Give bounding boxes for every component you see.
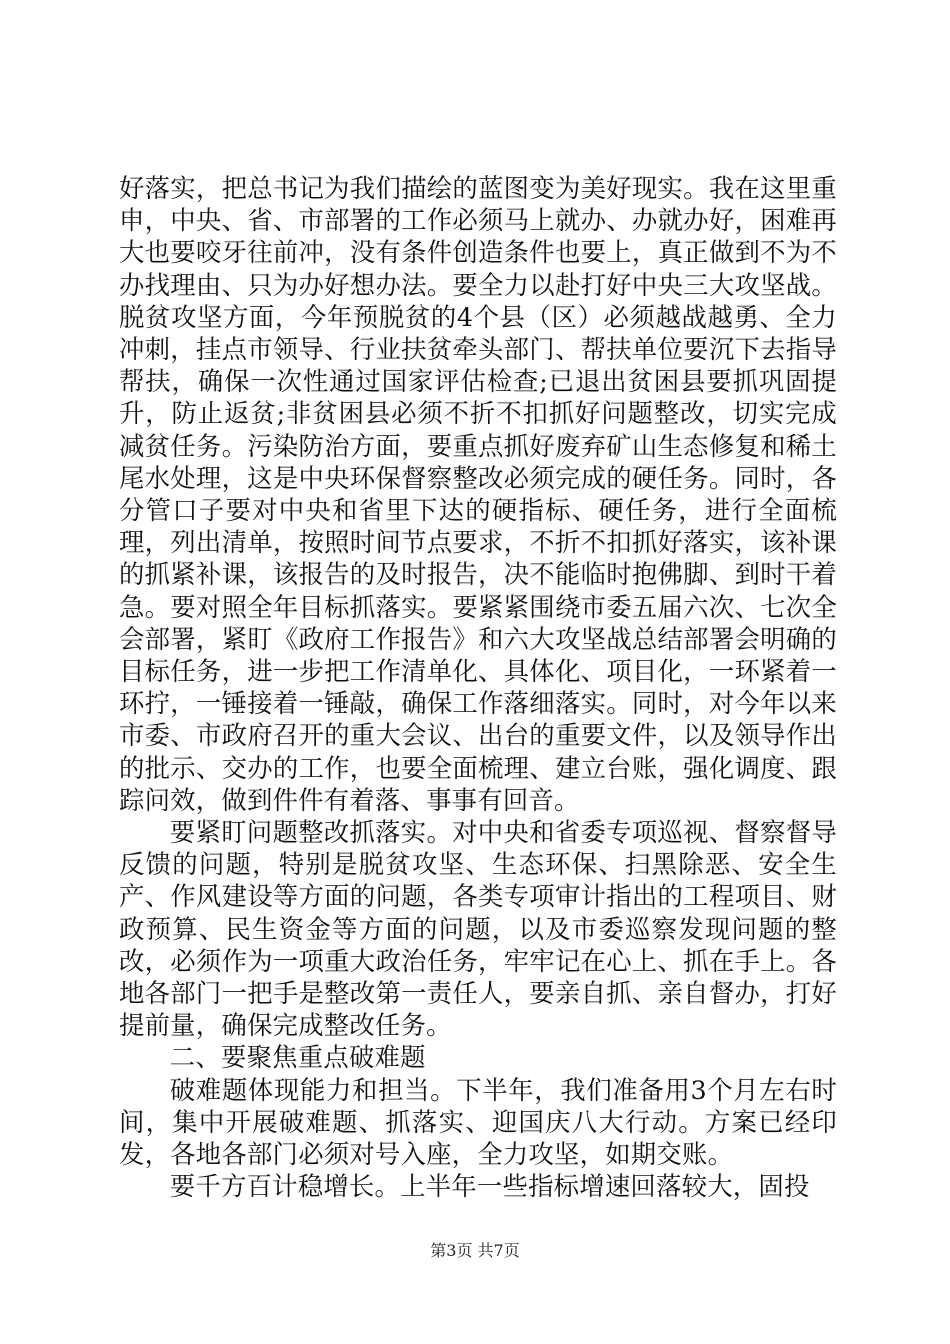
paragraph-growth: 要千方百计稳增长。上半年一些指标增速回落较大，固投 — [169, 1171, 810, 1202]
paragraph-rectification: 要紧盯问题整改抓落实。对中央和省委专项巡视、督察督导反馈的问题，特别是脱贫攻坚、生态环保、扫黑除恶、安全生产、作风建设等方面的问题，各类专项审计指出的工程项目、财政预算、民生资金等方面的问题，以及市委巡察发现问题的整改，必须作为一项重大政治任务，牢牢记在心上、抓在手上。各地各部门一把手是整改第一责任人，要亲自抓、亲自督办，打好提前量，确保完成整改任务。 — [119, 817, 837, 1041]
paragraph-difficulties: 破难题体现能力和担当。下半年，我们准备用3个月左右时间，集中开展破难题、抓落实、迎国庆八大行动。方案已经印发，各地各部门必须对号入座，全力攻坚，如期交账。 — [119, 1074, 837, 1170]
page-footer: 第3页 共7页 — [430, 1241, 520, 1260]
document-body — [119, 172, 837, 1203]
section-heading: 二、要聚焦重点破难题 — [169, 1042, 426, 1073]
paragraph-continued: 好落实，把总书记为我们描绘的蓝图变为美好现实。我在这里重申，中央、省、市部署的工作必须马上就办、办就办好，困难再大也要咬牙往前冲，没有条件创造条件也要上，真正做到不为不办找理由、只为办好想办法。要全力以赴打好中央三大攻坚战。脱贫攻坚方面，今年预脱贫的4个县（区）必须越战越勇、全力冲刺，挂点市领导、行业扶贫牵头部门、帮扶单位要沉下去指导帮扶，确保一次性通过国家评估检查;已退出贫困县要抓巩固提升，防止返贫;非贫困县必须不折不扣抓好问题整改，切实完成减贫任务。污染防治方面，要重点抓好废弃矿山生态修复和稀土尾水处理，这是中央环保督察整改必须完成的硬任务。同时，各分管口子要对中央和省里下达的硬指标、硬任务，进行全面梳理，列出清单，按照时间节点要求，不折不扣抓好落实，该补课的抓紧补课，该报告的及时报告，决不能临时抱佛脚、到时干着急。要对照全年目标抓落实。要紧紧围绕市委五届六次、七次全会部署，紧盯《政府工作报告》和六大攻坚战总结部署会明确的目标任务，进一步把工作清单化、具体化、项目化，一环紧着一环拧，一锤接着一锤敲，确保工作落细落实。同时，对今年以来市委、市政府召开的重大会议、出台的重要文件，以及领导作出的批示、交办的工作，也要全面梳理、建立台账，强化调度、跟踪问效，做到件件有着落、事事有回音。 — [119, 173, 837, 815]
